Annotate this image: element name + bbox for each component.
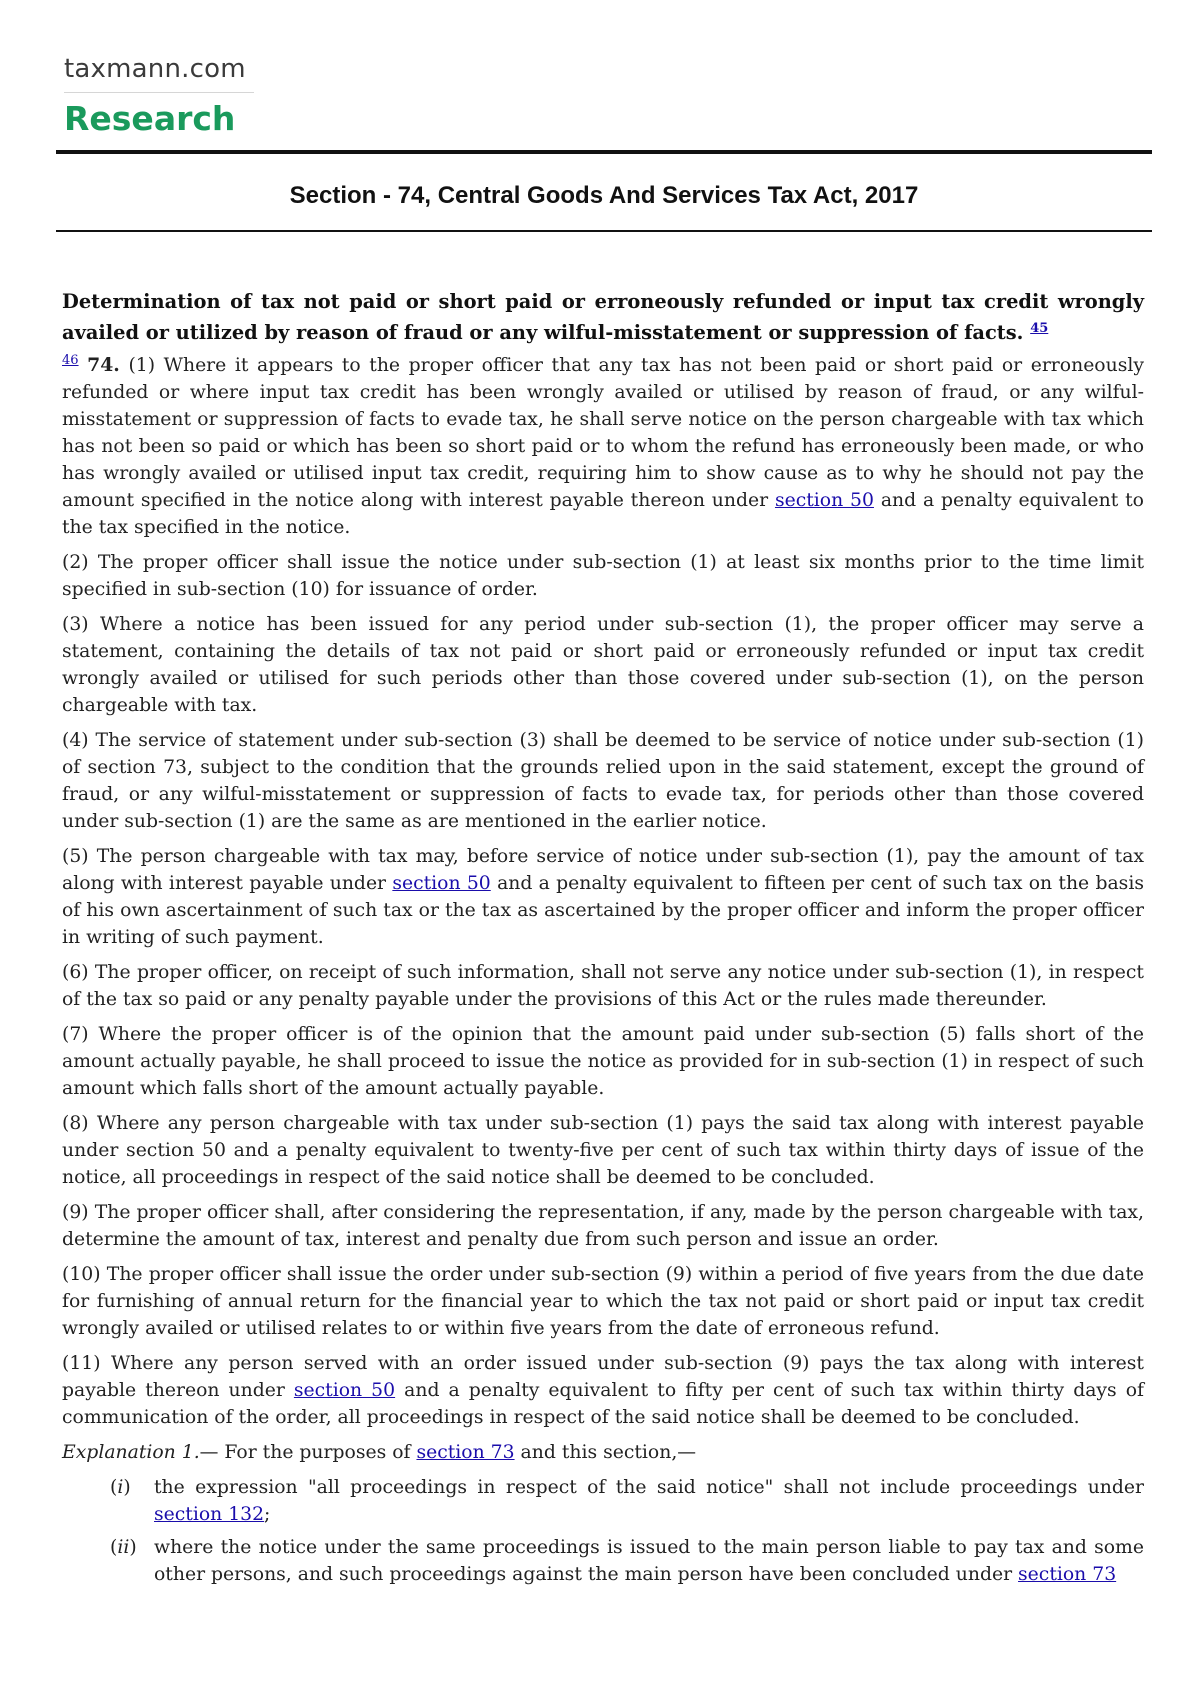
footnote-link-46[interactable]: 46 bbox=[62, 353, 79, 368]
list-item-text: the expression "all proceedings in respect of the said notice" shall not include proceedings under section 132; bbox=[154, 1477, 1144, 1525]
sub-section-9: (9) The proper officer shall, after considering the representation, if any, made by the person chargeable with tax, determine the amount of tax, interest and penalty due from such person and issue an order. bbox=[62, 1202, 1144, 1250]
section-heading bbox=[62, 286, 1144, 348]
list-item-label: (i) bbox=[110, 1477, 131, 1498]
explanation-text-a: — For the purposes of bbox=[199, 1442, 411, 1463]
brand-research-label: Research bbox=[64, 99, 236, 138]
sub-section-1 bbox=[62, 352, 1144, 541]
list-item-text: where the notice under the same proceedings is issued to the main person liable to pay tax and some other persons, and such proceedings against the main person have been concluded under section 73 bbox=[154, 1537, 1144, 1585]
explanation-1 bbox=[62, 1439, 1144, 1466]
sub-section-1-text-b: and a penalty equivalent to the tax specified in the notice. bbox=[62, 490, 1144, 538]
section-50-link[interactable]: section 50 bbox=[293, 1380, 396, 1401]
sub-section-2: (2) The proper officer shall issue the notice under sub-section (1) at least six months prior to the time limit specified in sub-section (10) for issuance of order. bbox=[62, 552, 1144, 600]
brand-logo[interactable] bbox=[64, 54, 254, 138]
sub-section-3: (3) Where a notice has been issued for any period under sub-section (1), the proper officer may serve a statement, containing the details of tax not paid or short paid or erroneously refunded or input tax credit wrongly availed or utilised for such periods other than those covered under sub-section (1), on the person chargeable with tax. bbox=[62, 614, 1144, 716]
section-73-link[interactable]: section 73 bbox=[416, 1442, 515, 1463]
sub-section-5-text-b: and a penalty equivalent to fifteen per cent of such tax on the basis of his own ascertainment of such tax or the tax as ascertained by the proper officer and inform the proper officer in writing of such payment. bbox=[62, 873, 1144, 948]
brand-divider bbox=[64, 92, 254, 93]
sub-section-5-text-a: (5) The person chargeable with tax may, before service of notice under sub-section (1), pay the amount of tax along with interest payable under bbox=[62, 846, 1144, 894]
section-73-link[interactable]: section 73 bbox=[1018, 1564, 1117, 1585]
header-rule bbox=[56, 150, 1152, 154]
list-item-label: (ii) bbox=[110, 1537, 137, 1558]
sub-section-7: (7) Where the proper officer is of the opinion that the amount paid under sub-section (5) falls short of the amount actually payable, he shall proceed to issue the notice as provided for in sub-section (1) in respect of such amount which falls short of the amount actually payable. bbox=[62, 1024, 1144, 1099]
list-item bbox=[62, 1534, 1144, 1588]
sub-section-8: (8) Where any person chargeable with tax under sub-section (1) pays the said tax along with interest payable under section 50 and a penalty equivalent to twenty-five per cent of such tax within thirty days of issue of the notice, all proceedings in respect of the said notice shall be deemed to be concluded. bbox=[62, 1113, 1144, 1188]
sub-section-11-text-b: and a penalty equivalent to fifty per cent of such tax within thirty days of communication of the order, all proceedings in respect of the said notice shall be deemed to be concluded. bbox=[62, 1380, 1144, 1428]
sub-section-10: (10) The proper officer shall issue the order under sub-section (9) within a period of five years from the due date for furnishing of annual return for the financial year to which the tax not paid or short paid or input tax credit wrongly availed or utilised relates to or within five years from the date of erroneous refund. bbox=[62, 1264, 1144, 1339]
explanation-text-b: and this section,— bbox=[520, 1442, 697, 1463]
sub-section-11-text-a: (11) Where any person served with an order issued under sub-section (9) pays the tax along with interest payable thereon under bbox=[62, 1353, 1144, 1401]
sub-section-6: (6) The proper officer, on receipt of such information, shall not serve any notice under sub-section (1), in respect of the tax so paid or any penalty payable under the provisions of this Act or the rules made thereunder. bbox=[62, 962, 1144, 1010]
brand-site-name: taxmann.com bbox=[64, 54, 246, 84]
title-rule bbox=[56, 230, 1152, 232]
list-item bbox=[62, 1474, 1144, 1528]
sub-section-11 bbox=[62, 1350, 1144, 1431]
section-50-link[interactable]: section 50 bbox=[774, 490, 874, 511]
explanation-label: Explanation 1. bbox=[62, 1442, 200, 1463]
footnote-link-45[interactable]: 45 bbox=[1030, 321, 1049, 336]
sub-section-4: (4) The service of statement under sub-section (3) shall be deemed to be service of notice under sub-section (1) of section 73, subject to the condition that the grounds relied upon in the said statement, except the ground of fraud, or any wilful-misstatement or suppression of facts to evade tax, for periods other than those covered under sub-section (1) are the same as are mentioned in the earlier notice. bbox=[62, 730, 1144, 832]
page-title: Section - 74, Central Goods And Services Tax Act, 2017 bbox=[289, 182, 919, 209]
section-heading-text: Determination of tax not paid or short paid or erroneously refunded or input tax credit wrongly availed or utilized by reason of fraud or any wilful-misstatement or suppression of facts. bbox=[62, 290, 1144, 344]
section-number: 74. bbox=[87, 354, 120, 376]
sub-section-1-text-a: (1) Where it appears to the proper officer that any tax has not been paid or short paid or erroneously refunded or where input tax credit has been wrongly availed or utilised by reason of fraud, or any wilful-misstatement or suppression of facts to evade tax, he shall serve notice on the person chargeable with tax which has not been so paid or which has been so short paid or to whom the refund has erroneously been made, or who has wrongly availed or utilised input tax credit, requiring him to show cause as to why he should not pay the amount specified in the notice along with interest payable thereon under bbox=[62, 355, 1144, 511]
section-content bbox=[62, 286, 1144, 1594]
sub-section-5 bbox=[62, 843, 1144, 951]
section-132-link[interactable]: section 132 bbox=[154, 1504, 265, 1525]
section-50-link[interactable]: section 50 bbox=[392, 873, 491, 894]
